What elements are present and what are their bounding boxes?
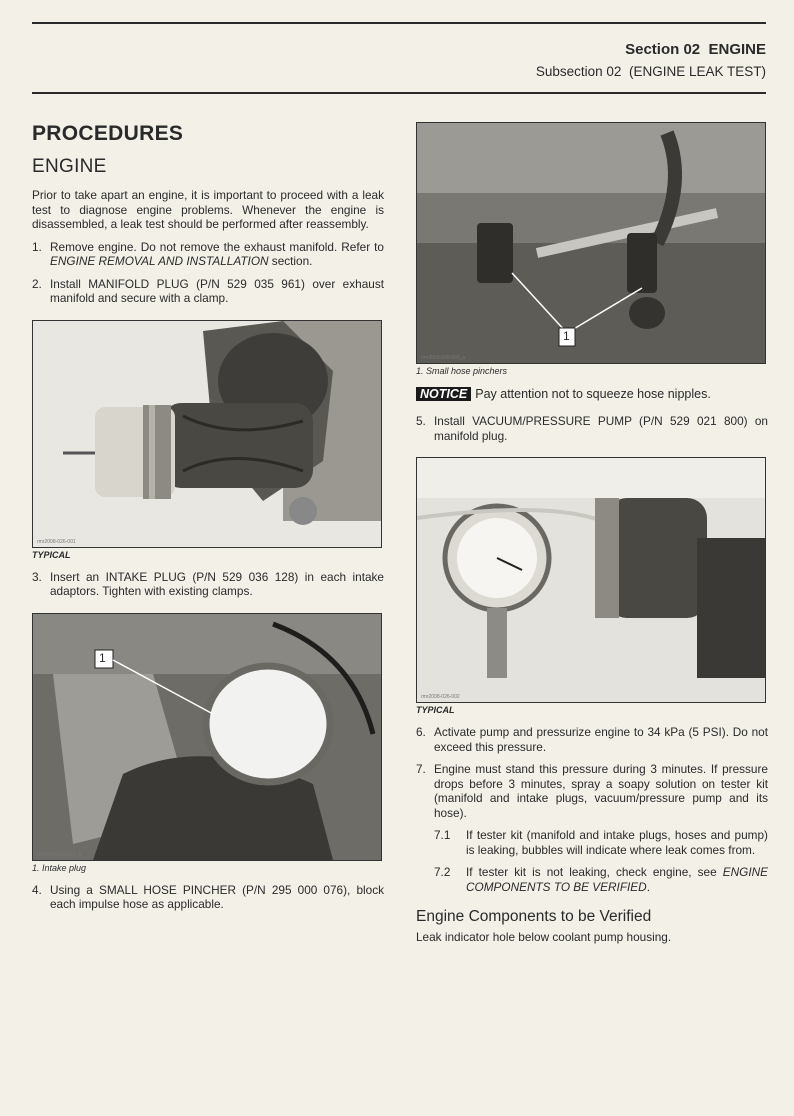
section-heading: Section 02 ENGINE: [625, 41, 766, 58]
figure-manifold-plug: [32, 320, 382, 548]
step-7-2: 7.2 If tester kit is not leaking, check engine, see ENGINE COMPONENTS TO BE VERIFIED.: [434, 865, 768, 894]
figure-caption: 1. Intake plug: [32, 862, 87, 873]
figure-vacuum-pump: [416, 457, 766, 703]
left-column: [32, 122, 384, 920]
notice: [416, 386, 768, 402]
figure-caption: TYPICAL: [32, 549, 71, 560]
figure-caption: 1. Small hose pinchers: [416, 366, 508, 376]
subsection-heading: Subsection 02 (ENGINE LEAK TEST): [535, 64, 766, 79]
figure-id: rmr2008-026-003_a: [421, 355, 466, 361]
header-top-rule: [32, 22, 766, 24]
right-column: [416, 122, 768, 953]
page-title: PROCEDURES: [32, 122, 184, 145]
cross-reference-link[interactable]: ENGINE COMPONENTS TO BE VERIFIED: [466, 865, 768, 894]
figure-intake-plug: [32, 613, 382, 861]
cross-reference-link[interactable]: ENGINE REMOVAL AND INSTALLATION: [50, 254, 269, 268]
step-6: 6. Activate pump and pressurize engine to 34 kPa (5 PSI). Do not exceed this pressure.: [416, 725, 768, 754]
components-heading: Engine Components to be Verified: [416, 908, 652, 925]
figure-caption: TYPICAL: [416, 705, 455, 715]
step-3: 3. Insert an INTAKE PLUG (P/N 529 036 128) in each intake adaptors. Tighten with existing clamps.: [32, 569, 384, 598]
figure-hose-pinchers: [416, 122, 766, 364]
figure-id: rmr2008-026-021_a: [37, 851, 82, 858]
figure-id: rmr2008-026-001: [37, 538, 76, 545]
callout-number: 1: [99, 650, 106, 665]
step-2: 2. Install MANIFOLD PLUG (P/N 529 035 961) over exhaust manifold and secure with a clamp.: [32, 276, 384, 305]
components-text: Leak indicator hole below coolant pump housing.: [416, 930, 672, 944]
notice-badge: NOTICE: [416, 387, 471, 401]
step-7: 7. Engine must stand this pressure during 3 minutes. If pressure drops before 3 minutes, spray a soapy solution on tester kit (manifold and intake plugs, vacuum/pressure pump and its hose).: [416, 762, 768, 820]
step-7-1: 7.1 If tester kit (manifold and intake plugs, hoses and pump) is leaking, bubbles will indicate where leak comes from.: [434, 828, 768, 857]
intro-paragraph: Prior to take apart an engine, it is important to proceed with a leak test to diagnose engine problems. Whenever the engine is disassembled, a leak test should be performed after reassembly.: [32, 188, 384, 231]
section-title: ENGINE: [32, 156, 107, 177]
step-4: 4. Using a SMALL HOSE PINCHER (P/N 295 000 076), block each impulse hose as applicable.: [32, 882, 384, 911]
figure-id: rmr2008-026-002: [421, 694, 460, 700]
step-1: 1. Remove engine. Do not remove the exhaust manifold. Refer to ENGINE REMOVAL AND INSTALLATION section.: [32, 239, 384, 268]
step-5: 5. Install VACUUM/PRESSURE PUMP (P/N 529 021 800) on manifold plug.: [416, 414, 768, 443]
callout-number: 1: [563, 329, 570, 343]
notice-text: Pay attention not to squeeze hose nipples.: [475, 387, 711, 401]
header-bottom-rule: [32, 92, 766, 94]
